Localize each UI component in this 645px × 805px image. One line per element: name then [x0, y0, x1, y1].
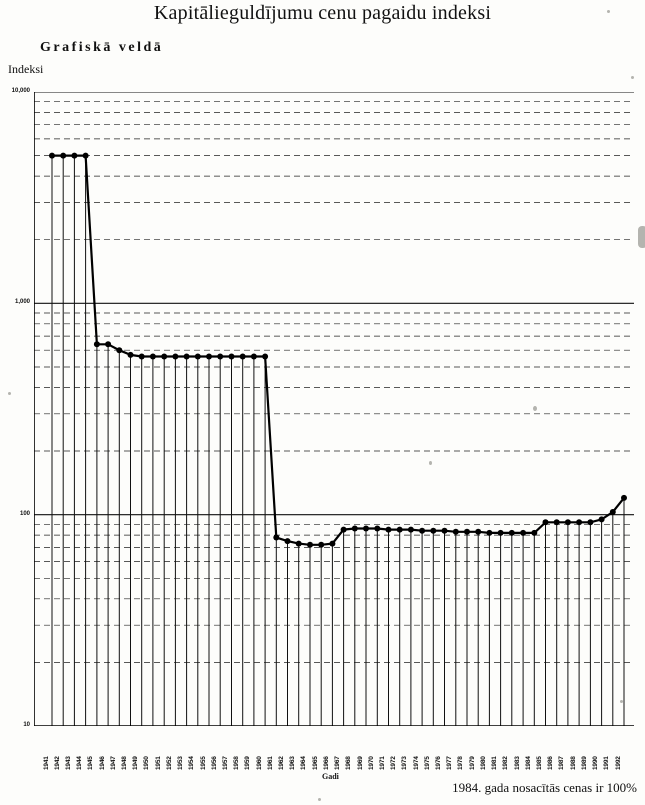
x-tick-label: 1987 [558, 756, 566, 770]
scan-artifact [429, 461, 432, 465]
data-point [105, 341, 111, 347]
data-point [71, 153, 77, 159]
data-point [128, 352, 134, 358]
y-tick-label: 10,000 [11, 88, 30, 94]
gridlines-major [34, 92, 634, 726]
x-tick-label: 1992 [614, 756, 622, 770]
data-point [240, 354, 246, 360]
x-tick-label: 1950 [143, 756, 151, 770]
data-point [150, 354, 156, 360]
chart-footnote: 1984. gada nosacītās cenas ir 100% [452, 780, 637, 795]
x-tick-label: 1972 [390, 756, 398, 770]
data-point [520, 530, 526, 536]
x-tick-label: 1948 [121, 756, 128, 770]
x-tick-label: 1956 [210, 756, 218, 770]
category-droplines [52, 156, 624, 726]
y-tick-label: 100 [19, 510, 30, 517]
data-point [554, 519, 560, 525]
data-point [251, 354, 257, 360]
scan-artifact [638, 226, 645, 248]
x-tick-label: 1988 [569, 756, 577, 770]
data-point [509, 530, 515, 536]
data-point [94, 341, 100, 347]
data-point [464, 529, 470, 535]
x-tick-label: 1957 [221, 756, 229, 770]
data-point [419, 528, 425, 534]
x-tick-label: 1979 [468, 756, 476, 770]
data-point [172, 354, 178, 360]
x-tick-label: 1975 [423, 756, 431, 770]
data-point [442, 528, 448, 534]
data-point [386, 527, 392, 533]
x-tick-label: 1943 [64, 756, 72, 770]
x-tick-label: 1941 [42, 756, 50, 770]
x-tick-label: 1946 [98, 756, 106, 770]
data-point [621, 495, 627, 501]
x-tick-label: 1955 [199, 756, 207, 770]
chart-svg [34, 92, 634, 726]
x-tick-label: 1969 [356, 756, 364, 770]
plot-area [34, 92, 634, 726]
data-point [307, 542, 313, 548]
x-tick-label: 1949 [132, 756, 140, 770]
y-tick-label: 1,000 [14, 299, 30, 306]
scan-artifact [620, 700, 623, 703]
x-tick-label: 1958 [233, 756, 241, 770]
data-point [543, 519, 549, 525]
data-point [352, 526, 358, 532]
data-point [83, 153, 89, 159]
data-point [139, 354, 145, 360]
x-tick-label: 1981 [491, 756, 499, 770]
data-point [273, 535, 279, 541]
x-tick-label: 1977 [446, 756, 454, 770]
axes [34, 92, 634, 726]
data-point [486, 530, 492, 536]
x-tick-label: 1962 [278, 756, 286, 770]
x-tick-label: 1963 [289, 756, 297, 770]
x-tick-label: 1954 [188, 756, 196, 770]
x-tick-label: 1980 [479, 756, 487, 770]
x-tick-label: 1968 [345, 756, 353, 770]
data-point [599, 516, 605, 522]
x-tick-label: 1966 [322, 756, 330, 770]
x-tick-label: 1947 [109, 756, 117, 770]
data-point [195, 354, 201, 360]
x-tick-label: 1985 [535, 756, 543, 770]
x-tick-label: 1952 [165, 756, 173, 770]
data-point [397, 527, 403, 533]
x-tick-label: 1959 [244, 756, 252, 770]
x-tick-label: 1973 [401, 756, 409, 770]
data-point [430, 528, 436, 534]
x-tick-label: 1965 [311, 756, 319, 770]
x-tick-label: 1976 [435, 756, 443, 770]
x-tick-label: 1951 [154, 756, 162, 770]
x-tick-label: 1990 [592, 756, 600, 770]
data-point [576, 519, 582, 525]
data-point [475, 529, 481, 535]
data-point [565, 519, 571, 525]
data-point [296, 541, 302, 547]
data-point [498, 530, 504, 536]
data-point [206, 354, 212, 360]
data-point [531, 530, 537, 536]
data-point [184, 354, 190, 360]
chart-subtitle: Grafiskā veldā [40, 40, 164, 55]
data-point [610, 509, 616, 515]
x-tick-label: 1982 [502, 756, 510, 770]
data-point [341, 527, 347, 533]
x-tick-label: 1953 [177, 756, 185, 770]
x-tick-label: 1942 [53, 756, 61, 770]
x-tick-label: 1970 [367, 756, 375, 770]
data-point [408, 527, 414, 533]
data-point [318, 542, 324, 548]
x-tick-label: 1967 [334, 756, 342, 770]
scan-artifact [631, 76, 634, 79]
x-tick-label: 1986 [547, 756, 555, 770]
data-point [60, 153, 66, 159]
x-tick-label: 1991 [603, 756, 611, 770]
y-tick-label: 10 [23, 722, 30, 728]
x-tick-label: 1974 [412, 756, 420, 770]
x-axis-title: Gadi [322, 772, 339, 781]
x-tick-label: 1960 [255, 756, 263, 770]
x-tick-label: 1945 [87, 756, 95, 770]
data-point [363, 526, 369, 532]
gridlines-minor [34, 102, 634, 663]
data-point [285, 538, 291, 544]
scan-artifact [607, 10, 610, 13]
data-point [161, 354, 167, 360]
x-axis-labels [34, 726, 634, 770]
data-point [217, 354, 223, 360]
data-point [587, 519, 593, 525]
y-axis-title: Indeksi [8, 62, 44, 76]
scan-artifact [8, 392, 11, 395]
x-tick-label: 1984 [524, 756, 532, 770]
data-point [329, 541, 335, 547]
x-tick-label: 1964 [300, 756, 308, 770]
page-title: Kapitālieguldījumu cenu pagaidu indeksi [153, 2, 492, 24]
scan-artifact [533, 406, 537, 411]
data-point [229, 354, 235, 360]
x-tick-label: 1989 [580, 756, 588, 770]
x-tick-label: 1983 [513, 756, 521, 770]
x-tick-label: 1971 [378, 756, 386, 770]
scan-artifact [318, 798, 321, 801]
data-point [453, 529, 459, 535]
data-point [374, 526, 380, 532]
x-tick-label: 1978 [457, 756, 465, 770]
x-tick-label: 1961 [266, 756, 274, 770]
data-point [262, 354, 268, 360]
data-point [116, 347, 122, 353]
x-tick-label: 1944 [76, 756, 84, 770]
data-point [49, 153, 55, 159]
